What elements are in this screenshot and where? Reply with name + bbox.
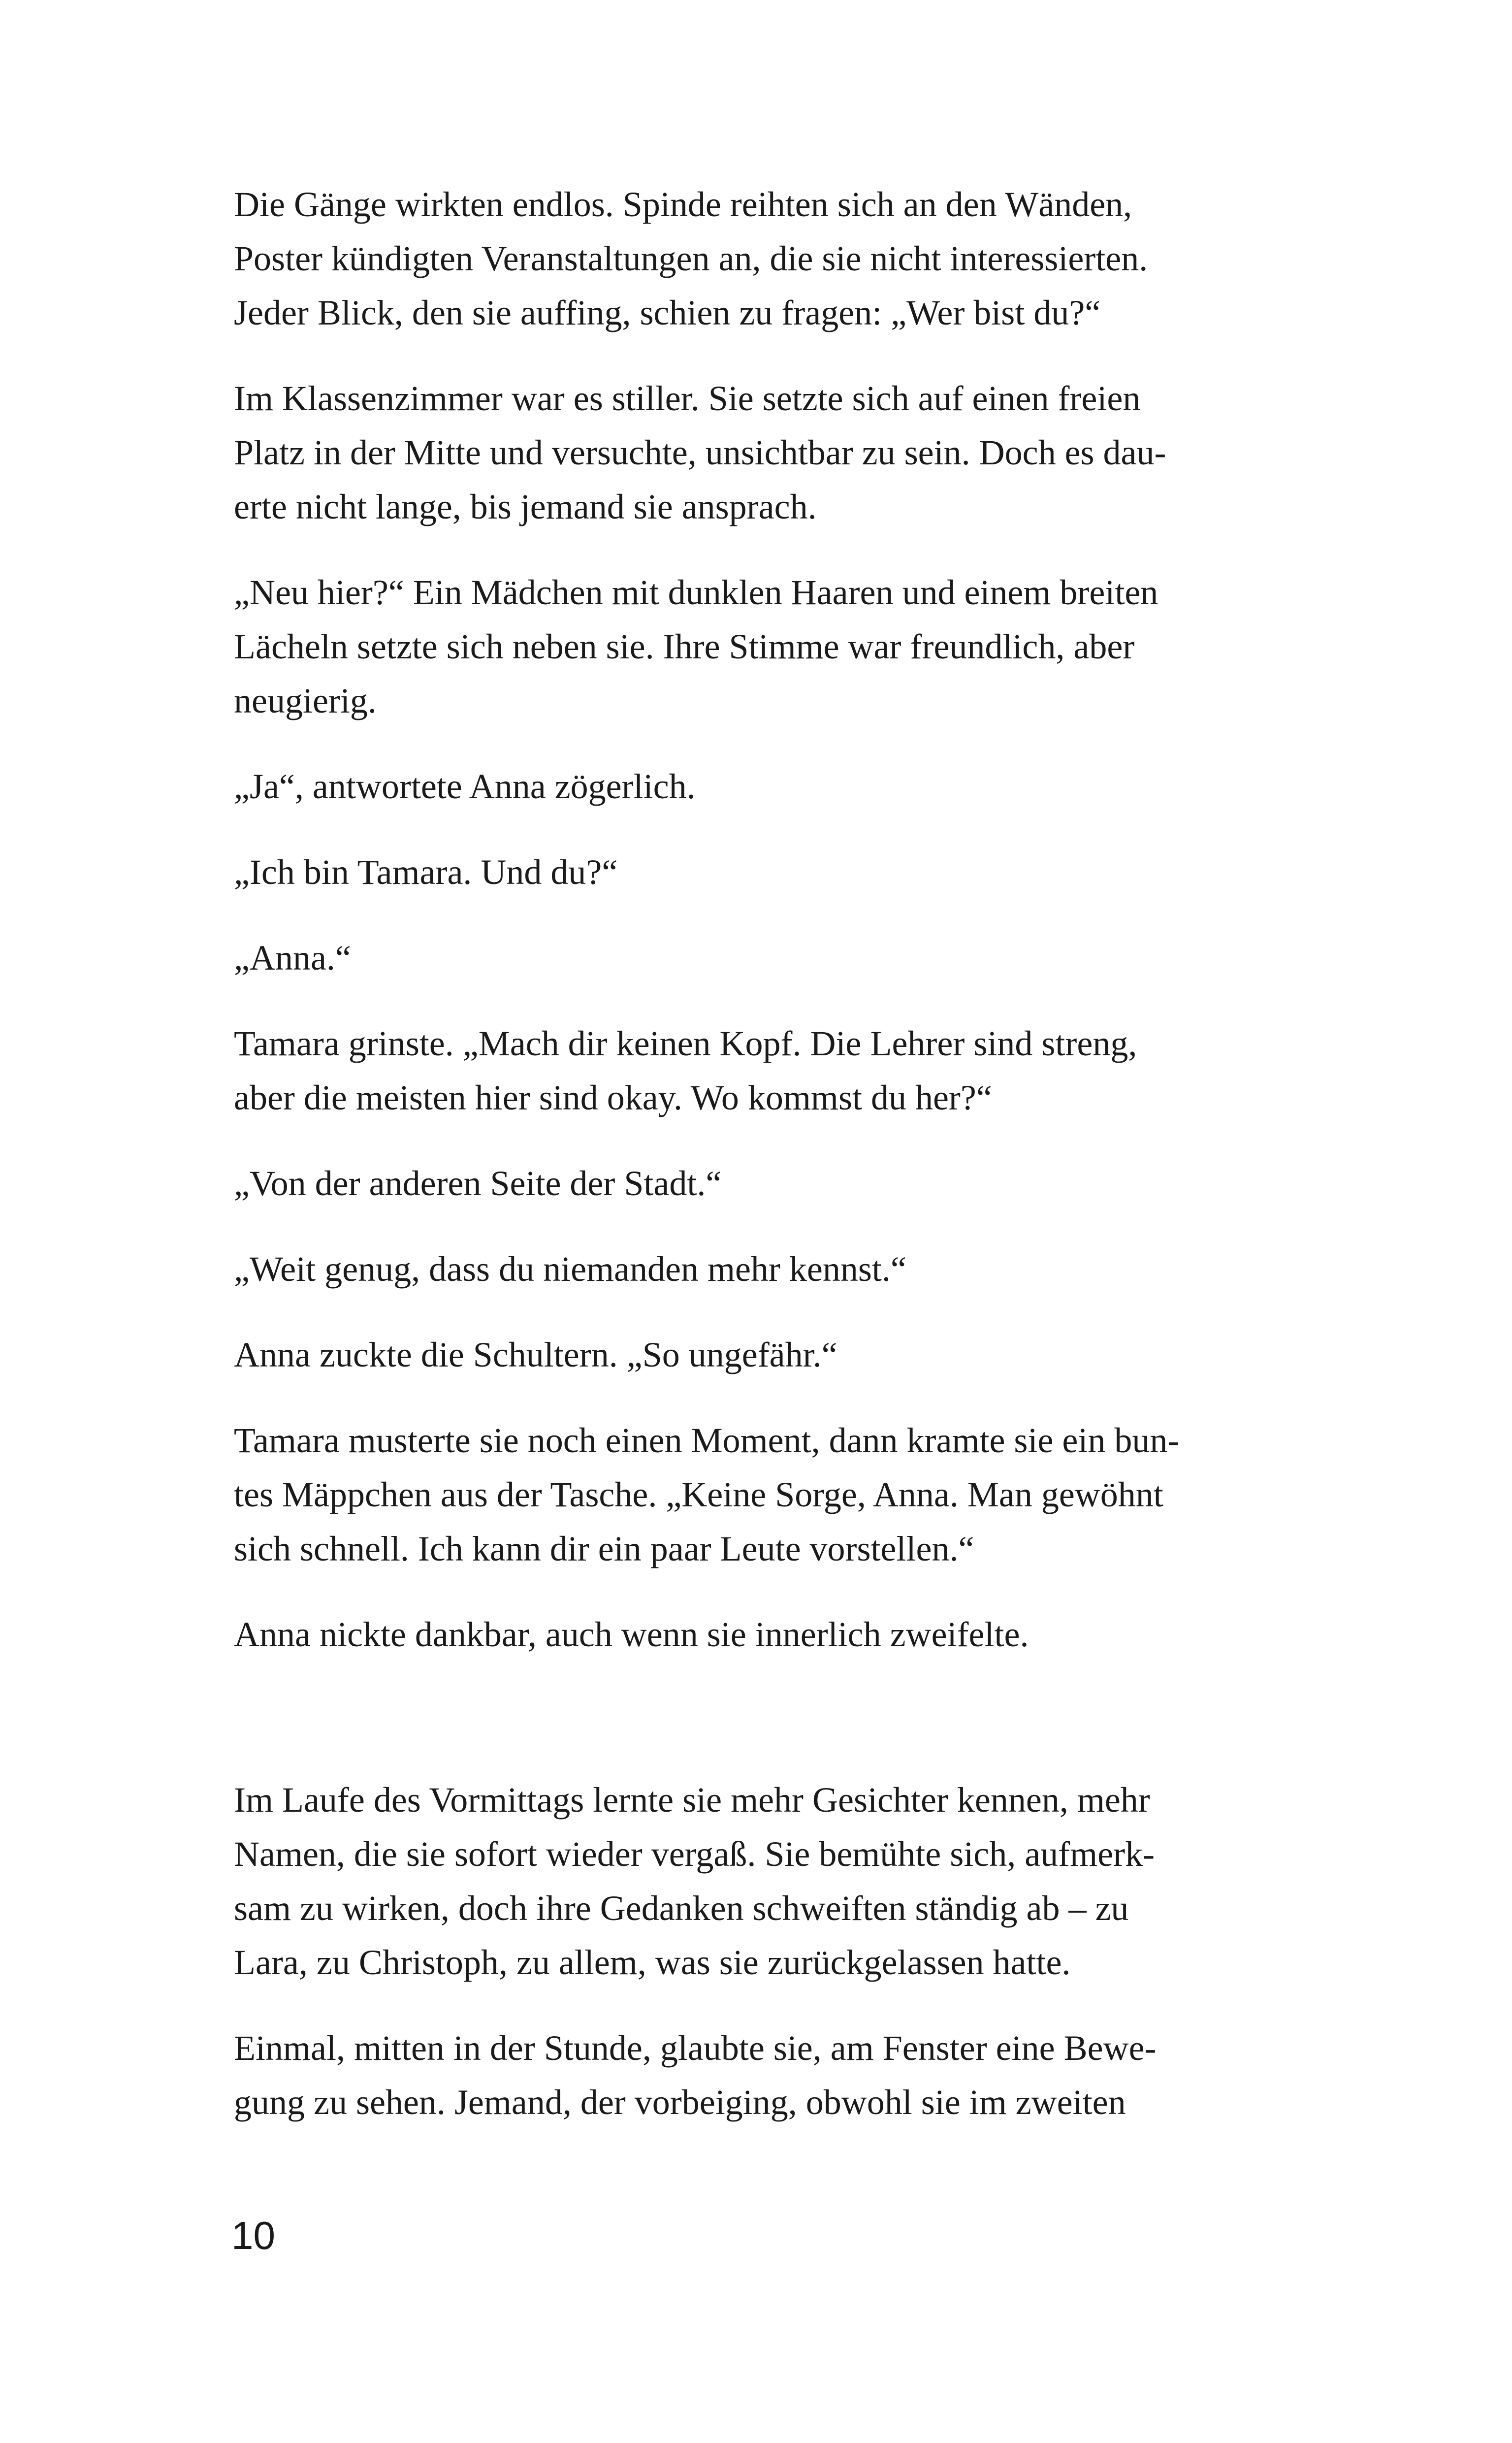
paragraph [234,845,1351,899]
paragraph [234,1773,1351,1989]
text-line: Tamara grinste. „Mach dir keinen Kopf. Die Lehrer sind streng, [234,1024,1137,1063]
paragraph [234,565,1351,728]
text-line: sam zu wirken, doch ihre Gedanken schweiften ständig ab – zu [234,1889,1129,1928]
body-text [234,177,1351,2161]
text-line: neugierig. [234,681,377,720]
text-line: „Anna.“ [234,938,351,977]
paragraph [234,1016,1351,1125]
text-line: Im Laufe des Vormittags lernte sie mehr Gesichter kennen, mehr [234,1780,1150,1820]
paragraph [234,1607,1351,1661]
text-line: Lara, zu Christoph, zu allem, was sie zurückgelassen hatte. [234,1943,1071,1982]
text-line: Einmal, mitten in der Stunde, glaubte sie, am Fenster eine Bewe- [234,2028,1157,2068]
paragraph [234,371,1351,534]
text-line: gung zu sehen. Jemand, der vorbeiging, obwohl sie im zweiten [234,2083,1126,2122]
paragraph [234,759,1351,814]
text-line: Lächeln setzte sich neben sie. Ihre Stimme war freundlich, aber [234,627,1135,666]
text-line: „Ja“, antwortete Anna zögerlich. [234,767,696,806]
text-line: Platz in der Mitte und versuchte, unsichtbar zu sein. Doch es dau- [234,433,1166,472]
text-line: Namen, die sie sofort wieder vergaß. Sie bemühte sich, aufmerk- [234,1834,1155,1874]
text-line: „Von der anderen Seite der Stadt.“ [234,1164,722,1203]
text-line: Die Gänge wirkten endlos. Spinde reihten sich an den Wänden, [234,185,1132,224]
paragraph [234,1242,1351,1296]
text-line: „Neu hier?“ Ein Mädchen mit dunklen Haaren und einem breiten [234,573,1158,612]
paragraph [234,177,1351,340]
paragraph [234,2021,1351,2129]
text-line: tes Mäppchen aus der Tasche. „Keine Sorge, Anna. Man gewöhnt [234,1475,1163,1514]
text-line: sich schnell. Ich kann dir ein paar Leute vorstellen.“ [234,1529,974,1568]
text-line: erte nicht lange, bis jemand sie ansprach. [234,487,817,526]
text-line: Anna zuckte die Schultern. „So ungefähr.“ [234,1335,837,1374]
text-line: „Ich bin Tamara. Und du?“ [234,852,618,892]
paragraph [234,931,1351,985]
text-line: Tamara musterte sie noch einen Moment, dann kramte sie ein bun- [234,1421,1180,1460]
text-line: „Weit genug, dass du niemanden mehr kennst.“ [234,1249,906,1289]
text-line: aber die meisten hier sind okay. Wo kommst du her?“ [234,1078,992,1117]
text-line: Im Klassenzimmer war es stiller. Sie setzte sich auf einen freien [234,379,1141,418]
text-line: Anna nickte dankbar, auch wenn sie innerlich zweifelte. [234,1615,1029,1654]
text-line: Poster kündigten Veranstaltungen an, die sie nicht interessierten. [234,239,1148,278]
paragraph [234,1413,1351,1576]
paragraph [234,1328,1351,1382]
paragraph [234,1156,1351,1210]
page-number: 10 [231,2214,275,2257]
text-line: Jeder Blick, den sie auffing, schien zu fragen: „Wer bist du?“ [234,293,1101,332]
